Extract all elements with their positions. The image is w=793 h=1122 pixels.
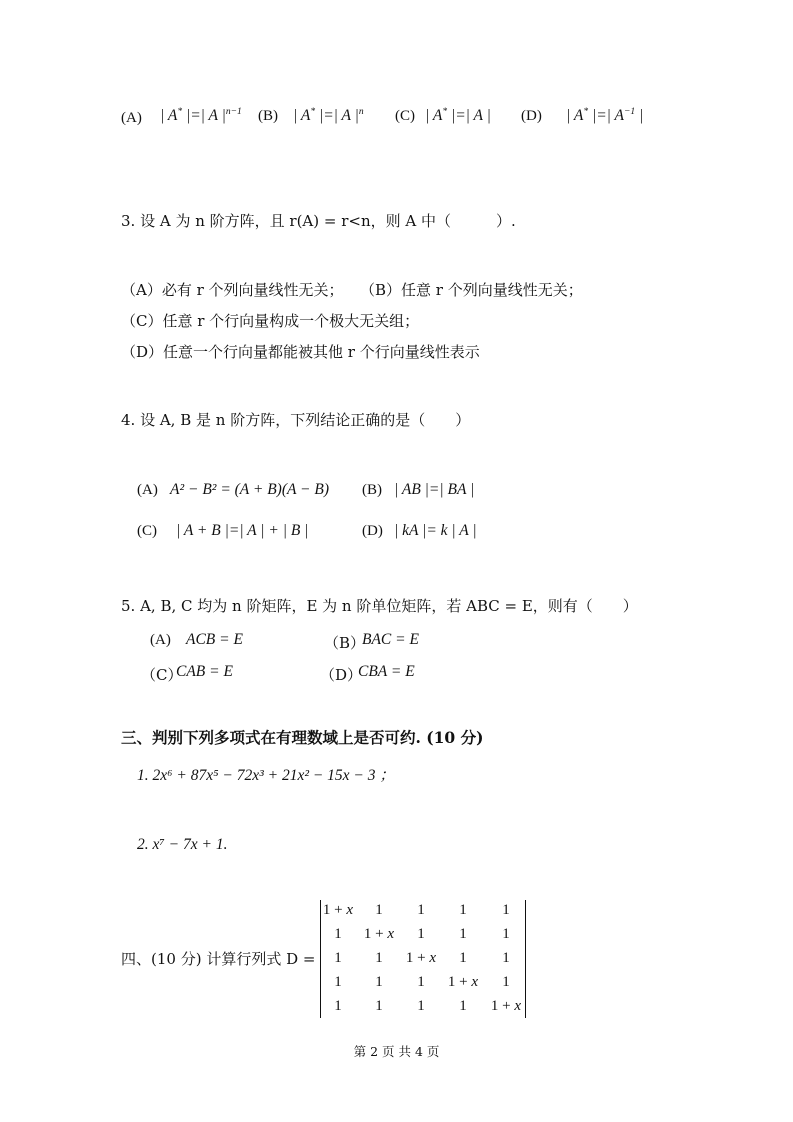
matrix-cell: 1 bbox=[417, 998, 425, 1014]
matrix-cell: 1 + x bbox=[490, 998, 522, 1014]
q2-option-c-label: (C) bbox=[395, 108, 415, 124]
matrix-cell: 1 + x bbox=[363, 926, 395, 942]
section3-item-1: 1. 2x⁶ + 87x⁵ − 72x³ + 21x² − 15x − 3 ； bbox=[137, 767, 395, 784]
matrix-cell: 1 bbox=[334, 926, 342, 942]
matrix-cell: 1 bbox=[375, 998, 383, 1014]
matrix-cell: 1 bbox=[417, 974, 425, 990]
section3-title: 三、判别下列多项式在有理数域上是否可约. (10 分) bbox=[121, 728, 484, 747]
q2-option-c-expr: | A* |=| A | bbox=[425, 107, 491, 125]
q4-option-c-expr: | A + B |=| A | + | B | bbox=[176, 522, 309, 539]
matrix-cell: 1 bbox=[459, 950, 467, 966]
matrix-cell: 1 bbox=[334, 998, 342, 1014]
q2-option-a-label: (A) bbox=[121, 110, 142, 126]
determinant-matrix bbox=[320, 900, 526, 1018]
matrix-cell: 1 bbox=[459, 902, 467, 918]
q3-option-b: （B）任意 r 个列向量线性无关； bbox=[360, 281, 583, 299]
matrix-cell: 1 bbox=[417, 926, 425, 942]
q4-option-b-label: (B) bbox=[362, 482, 382, 498]
q5-option-b-expr: BAC = E bbox=[362, 631, 419, 648]
matrix-cell: 1 + x bbox=[322, 902, 354, 918]
q5-option-b-label: （B） bbox=[324, 634, 366, 652]
q5-stem: 5. A, B, C 均为 n 阶矩阵，E 为 n 阶单位矩阵，若 ABC = E，则有（ ） bbox=[121, 597, 638, 615]
q3-option-d: （D）任意一个行向量都能被其他 r 个行向量线性表示 bbox=[121, 343, 480, 361]
page-footer: 第 2 页 共 4 页 bbox=[353, 1044, 440, 1059]
q2-options-row bbox=[121, 108, 142, 127]
matrix-cell: 1 bbox=[502, 926, 510, 942]
q3-stem: 3. 设 A 为 n 阶方阵，且 r(A) = r<n，则 A 中（ ）. bbox=[121, 212, 516, 230]
matrix-cell: 1 bbox=[417, 902, 425, 918]
matrix-cell: 1 bbox=[502, 950, 510, 966]
q4-option-d-label: (D) bbox=[362, 523, 383, 539]
q4-option-a-expr: A² − B² = (A + B)(A − B) bbox=[170, 481, 330, 498]
matrix-cell: 1 bbox=[375, 902, 383, 918]
q4-option-a-label: (A) bbox=[137, 482, 158, 498]
q3-option-c: （C）任意 r 个行向量构成一个极大无关组； bbox=[121, 312, 420, 330]
q4-option-c-label: (C) bbox=[137, 523, 157, 539]
q5-option-c-expr: CAB = E bbox=[176, 663, 233, 680]
matrix-cell: 1 + x bbox=[447, 974, 479, 990]
q5-option-d-label: （D） bbox=[320, 666, 363, 684]
q4-option-b-expr: | AB |=| BA | bbox=[394, 481, 475, 498]
section4-title: 四、(10 分) 计算行列式 D = bbox=[121, 950, 316, 968]
matrix-cell: 1 bbox=[375, 950, 383, 966]
matrix-cell: 1 bbox=[459, 998, 467, 1014]
q4-stem: 4. 设 A, B 是 n 阶方阵，下列结论正确的是（ ） bbox=[121, 411, 471, 429]
matrix-cell: 1 bbox=[502, 902, 510, 918]
q2-option-d-label: (D) bbox=[521, 108, 542, 124]
q2-option-b-expr: | A* |=| A $|^n$ bbox=[293, 107, 364, 125]
matrix-cell: 1 + x bbox=[405, 950, 437, 966]
q5-option-d-expr: CBA = E bbox=[358, 663, 415, 680]
q5-option-c-label: （C） bbox=[141, 666, 183, 684]
q5-option-a-label: (A) bbox=[150, 632, 171, 648]
q2-option-b-label: (B) bbox=[258, 108, 278, 124]
section3-item-2: 2. x⁷ − 7x + 1. bbox=[137, 836, 228, 853]
matrix-cell: 1 bbox=[375, 974, 383, 990]
q5-option-a-expr: ACB = E bbox=[186, 631, 243, 648]
matrix-cell: 1 bbox=[334, 950, 342, 966]
q2-option-a-expr: | A* |=| A $|^{n-1}$ bbox=[160, 107, 242, 125]
q4-option-d-expr: | kA |= k | A | bbox=[394, 522, 477, 539]
matrix-cell: 1 bbox=[502, 974, 510, 990]
q2-option-d-expr: | A* |=| $A^{-1}$ | bbox=[566, 107, 644, 125]
matrix-cell: 1 bbox=[459, 926, 467, 942]
q3-option-a: （A）必有 r 个列向量线性无关； bbox=[121, 281, 344, 299]
matrix-cell: 1 bbox=[334, 974, 342, 990]
